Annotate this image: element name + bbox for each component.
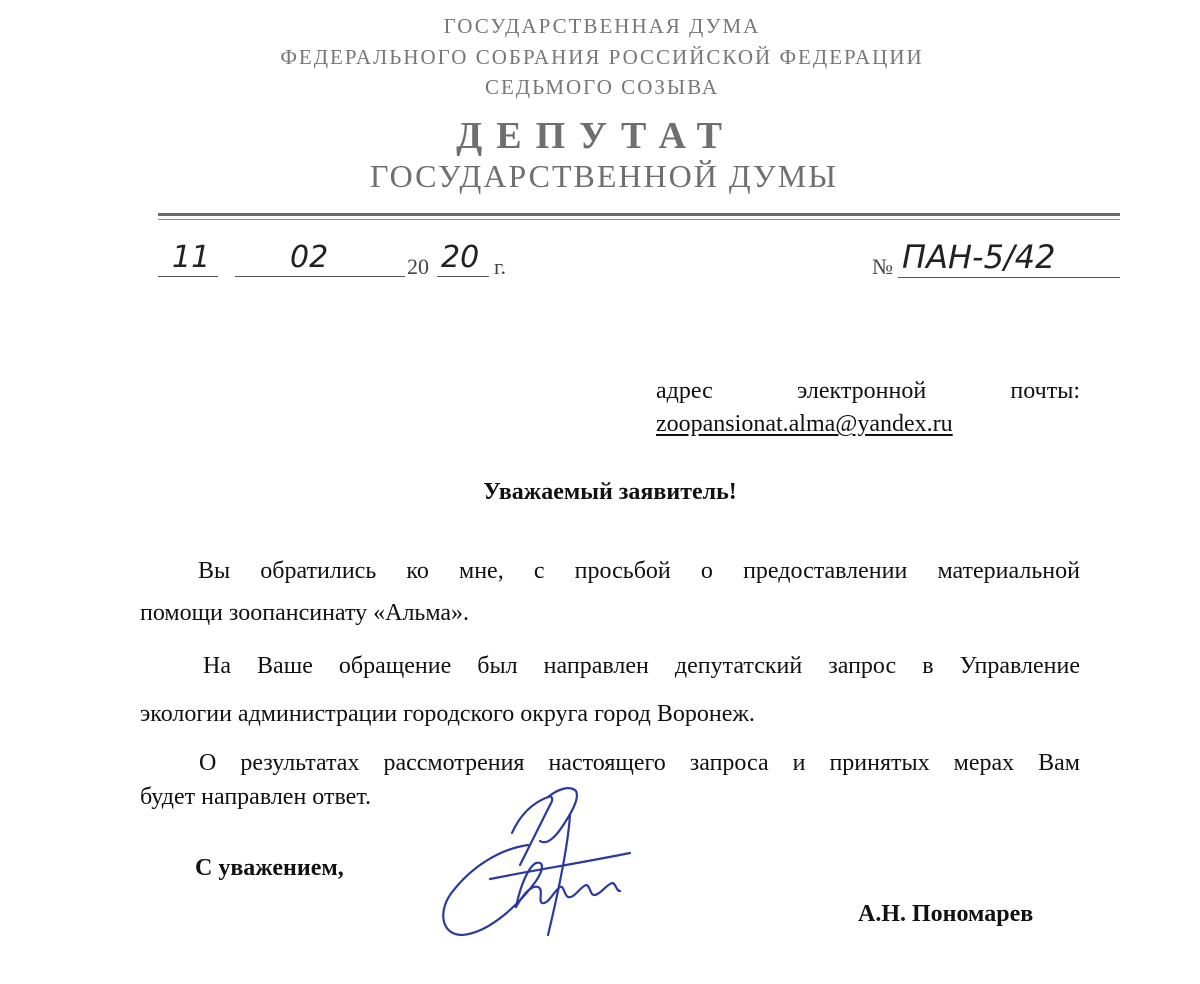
greeting: Уважаемый заявитель!: [483, 479, 737, 505]
paragraph-1-line-1: Вы обратились ко мне, с просьбой о предоставлении материальной: [198, 558, 1080, 584]
closing-regards: С уважением,: [195, 855, 344, 881]
header-divider: [158, 213, 1120, 216]
signer-name: А.Н. Пономарев: [858, 901, 1034, 927]
paragraph-3-line-1: О результатах рассмотрения настоящего запроса и принятых мерах Вам: [199, 750, 1080, 776]
letterhead-line-1: ГОСУДАРСТВЕННАЯ ДУМА: [443, 14, 761, 38]
paragraph-3-line-2: будет направлен ответ.: [140, 784, 371, 810]
paragraph-2-line-1: На Ваше обращение был направлен депутатский запрос в Управление: [203, 653, 1080, 679]
date-month-underline: [235, 276, 405, 277]
date-day: 11: [172, 240, 211, 275]
number-label: №: [872, 254, 893, 279]
date-year-mark: г.: [494, 254, 507, 279]
date-year-underline: [437, 276, 489, 277]
letterhead-line-3: СЕДЬМОГО СОЗЫВА: [484, 75, 720, 99]
registration-number: ПАН-5/42: [902, 238, 1056, 276]
header-divider-thin: [158, 219, 1120, 220]
date-year-suffix: 20: [441, 240, 480, 275]
letterhead-subtitle: ГОСУДАРСТВЕННОЙ ДУМЫ: [369, 158, 839, 194]
email-label: адрес электронной почты:: [656, 378, 1080, 404]
date-year-prefix: 20: [407, 254, 429, 279]
letterhead-title: ДЕПУТАТ: [456, 115, 736, 157]
date-day-underline: [158, 276, 218, 277]
letterhead-line-2: ФЕДЕРАЛЬНОГО СОБРАНИЯ РОССИЙСКОЙ ФЕДЕРАЦИИ: [280, 45, 924, 69]
number-underline: [898, 277, 1120, 278]
date-month: 02: [290, 240, 329, 275]
email-address: zoopansionat.alma@yandex.ru: [656, 411, 953, 437]
signature-image: [420, 775, 660, 950]
paragraph-1-line-2: помощи зоопансинату «Альма».: [140, 600, 470, 626]
paragraph-2-line-2: экологии администрации городского округа город Воронеж.: [140, 701, 755, 727]
